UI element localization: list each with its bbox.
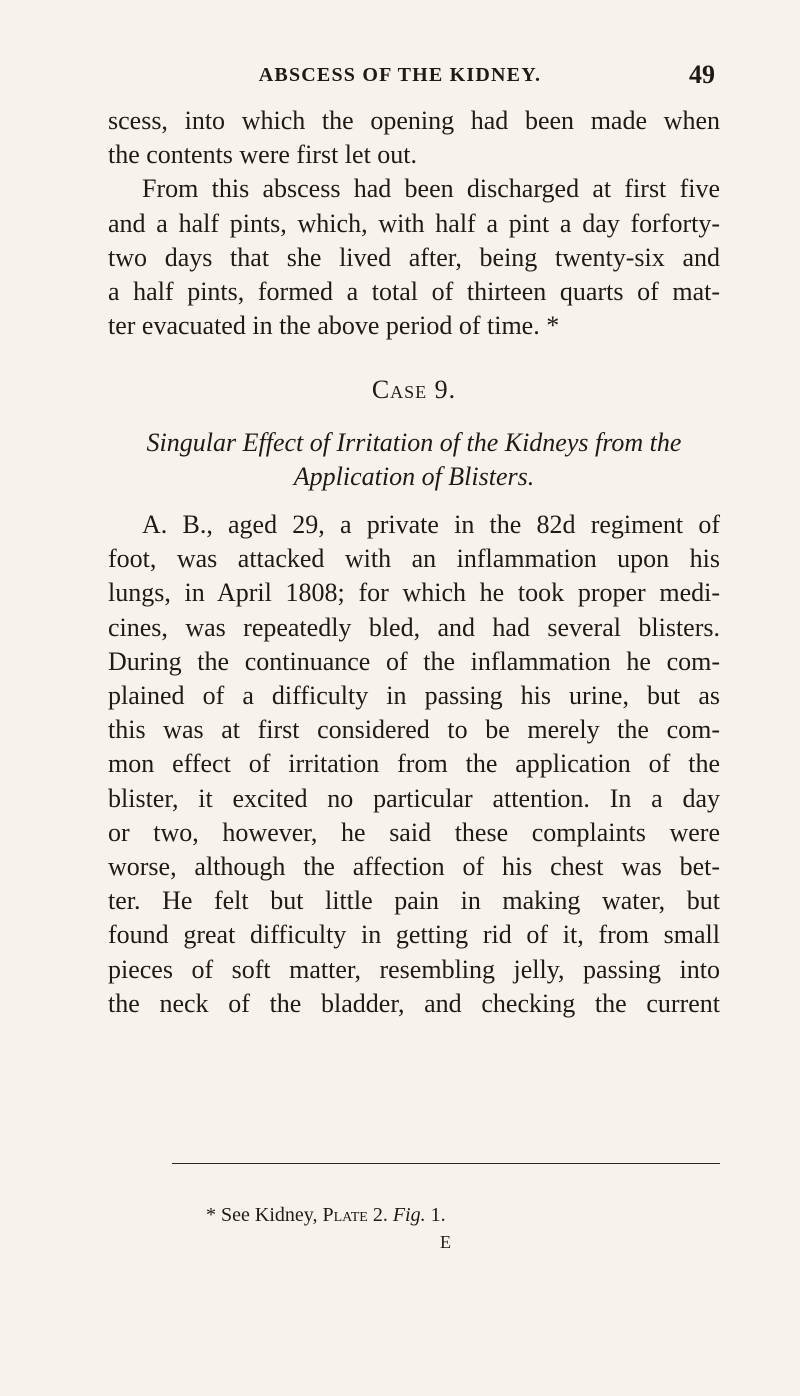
- paragraph-discharge: [108, 172, 720, 343]
- text-line: cines, was repeatedly bled, and had several blisters.: [108, 612, 720, 642]
- text-line: During the continuance of the inflammation he com-: [108, 646, 720, 676]
- paragraph-case-description: [108, 508, 720, 1021]
- text-line: or two, however, he said these complaints were: [108, 817, 720, 847]
- text-line: pieces of soft matter, resembling jelly, passing into: [108, 954, 720, 984]
- text-line: mon effect of irritation from the application of the: [108, 749, 720, 779]
- case-heading: [108, 373, 720, 407]
- running-head: ABSCESS OF THE KIDNEY.: [258, 64, 542, 86]
- footnote-fig-number: 1.: [430, 1204, 446, 1226]
- text-line: plained of a difficulty in passing his urine, but as: [108, 681, 720, 711]
- footnote-fig: Fig.: [392, 1204, 426, 1226]
- text-line: scess, into which the opening had been made when: [108, 106, 720, 135]
- page-number: 49: [689, 60, 715, 89]
- footnote-plate: Plate: [322, 1204, 368, 1226]
- text-line: worse, although the affection of his chest was bet-: [108, 852, 720, 882]
- footnote-plate-number: 2.: [372, 1204, 388, 1226]
- text-line: two days that she lived after, being twenty-six and: [108, 242, 720, 272]
- text-line: blister, it excited no particular attention. In a day: [108, 783, 720, 813]
- signature-mark: E: [440, 1232, 451, 1252]
- text-line: foot, was attacked with an inflammation upon his: [108, 544, 720, 574]
- paragraph-continuation: [108, 104, 720, 172]
- footnote-marker: *: [206, 1204, 216, 1226]
- text-line: the neck of the bladder, and checking the current: [108, 988, 720, 1018]
- text-line: this was at first considered to be merely the com-: [108, 715, 720, 745]
- footnote-text: See Kidney,: [221, 1204, 318, 1226]
- text-line: From this abscess had been discharged at first five: [142, 174, 720, 204]
- case-title-line-1: Singular Effect of Irritation of the Kidneys from the: [146, 427, 682, 457]
- page-header: [0, 60, 800, 104]
- case-label: Case: [371, 375, 428, 405]
- case-number: 9.: [434, 375, 457, 405]
- text-line: A. B., aged 29, a private in the 82d regiment of: [142, 510, 720, 540]
- text-line: found great difficulty in getting rid of it, from small: [108, 920, 720, 950]
- text-line: and a half pints, which, with half a pint a day forforty-: [108, 208, 720, 238]
- text-line: lungs, in April 1808; for which he took proper medi-: [108, 578, 720, 608]
- case-title-line-2: Application of Blisters.: [293, 461, 535, 491]
- text-line: a half pints, formed a total of thirteen quarts of mat-: [108, 277, 720, 307]
- text-line: the contents were first let out.: [108, 140, 418, 170]
- footnote-rule: [172, 1163, 720, 1164]
- text-line: ter. He felt but little pain in making water, but: [108, 886, 720, 916]
- footnote: [206, 1204, 446, 1227]
- body-text: [108, 104, 720, 1021]
- text-line: ter evacuated in the above period of time. *: [108, 311, 560, 341]
